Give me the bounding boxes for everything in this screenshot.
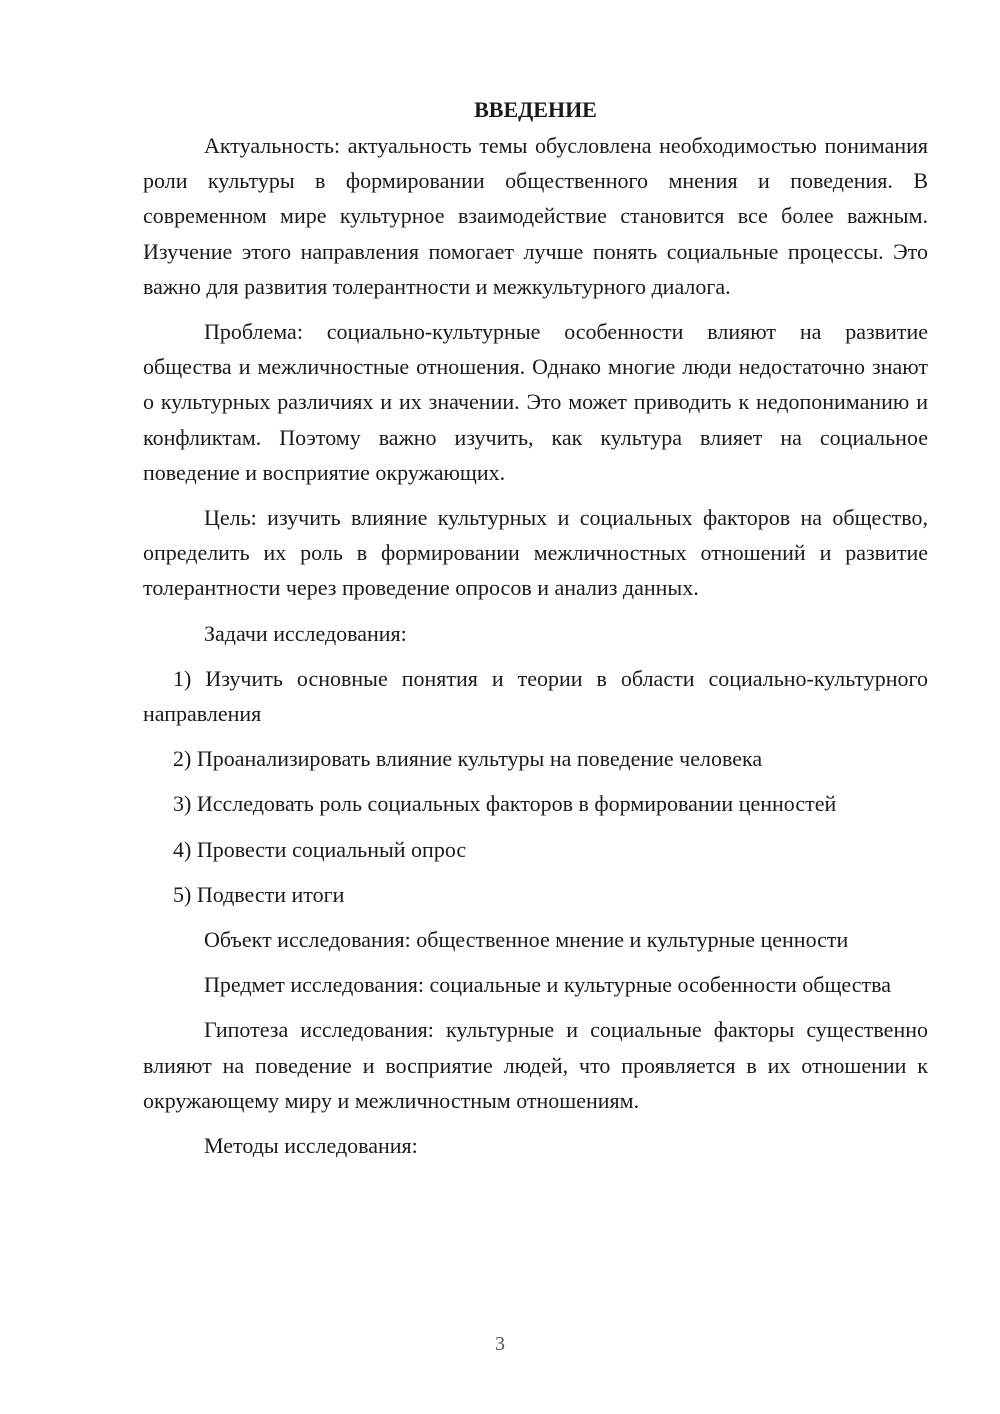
paragraph-goal: Цель: изучить влияние культурных и социальных факторов на общество, определить их роль в формировании межличностных отношений и развитие толерантности через проведение опросов и анализ данных. [143,505,928,601]
document-page [143,92,928,1163]
list-item-task-2: 2) Проанализировать влияние культуры на поведение человека [173,746,763,772]
page-number: 3 [495,1333,505,1355]
paragraph-object: Объект исследования: общественное мнение и культурные ценности [204,927,849,953]
paragraph-subject: Предмет исследования: социальные и культурные особенности общества [204,972,891,998]
list-item-task-1: 1) Изучить основные понятия и теории в области социально-культурного направления [143,665,928,727]
list-item-task-5: 5) Подвести итоги [173,881,345,907]
list-item-task-4: 4) Провести социальный опрос [173,836,467,862]
paragraph-hypothesis: Гипотеза исследования: культурные и социальные факторы существенно влияют на поведение и восприятие людей, что проявляется в их отношении к окружающему миру и межличностным отношениям. [143,1017,928,1113]
paragraph-methods: Методы исследования: [204,1133,418,1159]
paragraph-tasks-heading: Задачи исследования: [204,620,407,646]
page-title: ВВЕДЕНИЕ [474,97,597,122]
list-item-task-3: 3) Исследовать роль социальных факторов в формировании ценностей [173,791,837,817]
paragraph-relevance: Актуальность: актуальность темы обусловлена необходимостью понимания роли культуры в формировании общественного мнения и поведения. В современном мире культурное взаимодействие становится все более важным. Изучение этого направления помогает лучше понять социальные процессы. Это важно для развития толерантности и межкультурного диалога. [143,133,928,299]
paragraph-problem: Проблема: социально-культурные особенности влияют на развитие общества и межличностные отношения. Однако многие люди недостаточно знают о культурных различиях и их значении. Это может приводить к недопониманию и конфликтам. Поэтому важно изучить, как культура влияет на социальное поведение и восприятие окружающих. [143,319,928,485]
